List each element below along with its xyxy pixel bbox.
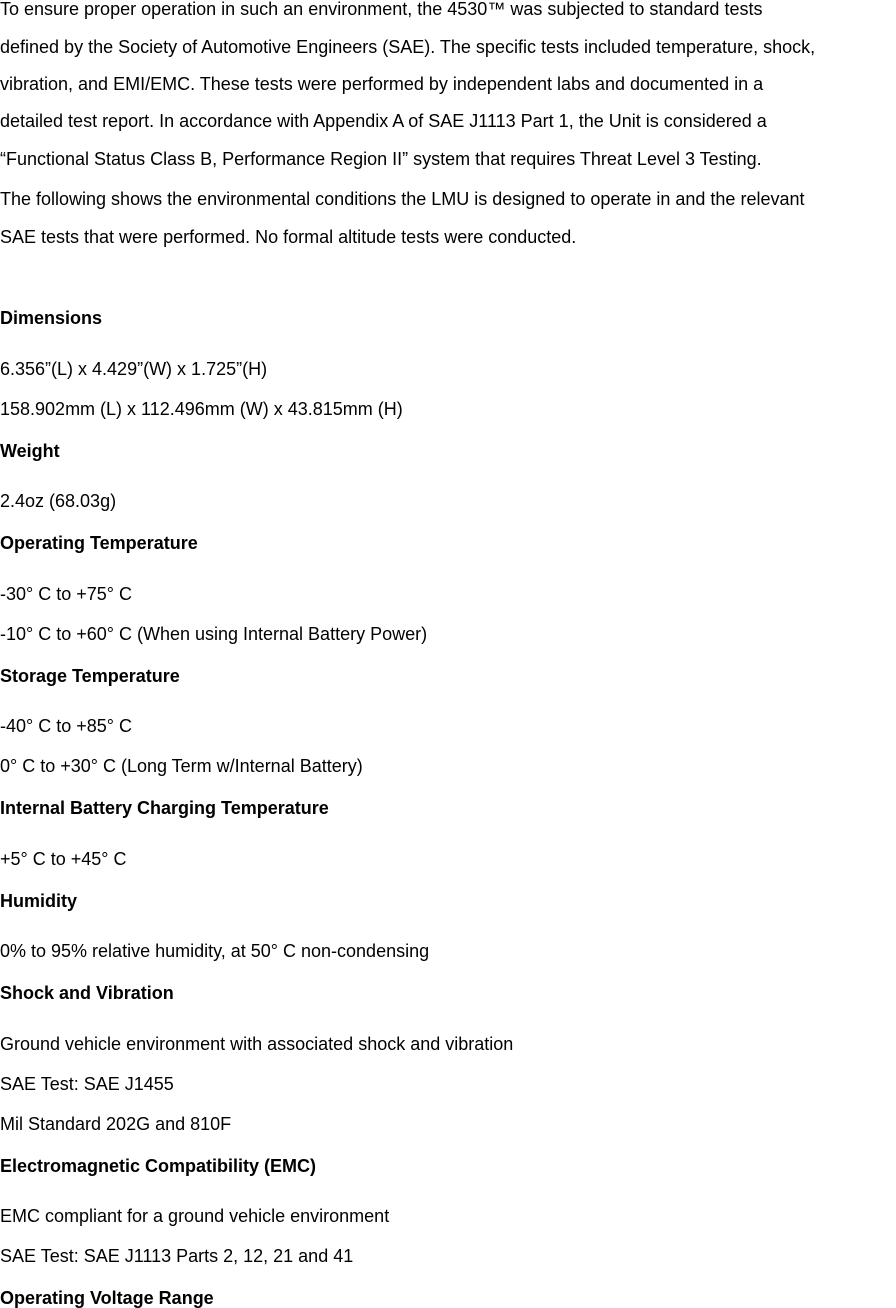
section-heading-weight: Weight [0,441,60,461]
section-line: SAE Test: SAE J1455 [0,1074,174,1094]
section-line: +5° C to +45° C [0,849,127,869]
section-line: SAE Test: SAE J1113 Parts 2, 12, 21 and 41 [0,1246,354,1266]
section-heading-emc: Electromagnetic Compatibility (EMC) [0,1156,317,1176]
section-heading-humidity: Humidity [0,891,78,911]
intro-line: detailed test report. In accordance with Appendix A of SAE J1113 Part 1, the Unit is considered a [0,111,767,131]
section-line: EMC compliant for a ground vehicle environment [0,1206,390,1226]
intro-line: “Functional Status Class B, Performance Region II” system that requires Threat Level 3 Testing. [0,149,762,169]
section-line: 158.902mm (L) x 112.496mm (W) x 43.815mm (H) [0,399,403,419]
section-line: 0° C to +30° C (Long Term w/Internal Battery) [0,756,363,776]
section-line: 2.4oz (68.03g) [0,491,117,511]
section-line: Mil Standard 202G and 810F [0,1114,232,1134]
section-heading-operating-temperature: Operating Temperature [0,533,198,553]
section-line: 6.356”(L) x 4.429”(W) x 1.725”(H) [0,359,268,379]
section-heading-operating-voltage: Operating Voltage Range [0,1288,214,1308]
intro-line: SAE tests that were performed. No formal altitude tests were conducted. [0,227,577,247]
section-line: -10° C to +60° C (When using Internal Battery Power) [0,624,428,644]
section-line: -30° C to +75° C [0,584,132,604]
section-line: -40° C to +85° C [0,716,132,736]
intro-line: defined by the Society of Automotive Engineers (SAE). The specific tests included temperature, shock, [0,37,816,57]
intro-line: The following shows the environmental conditions the LMU is designed to operate in and the relevant [0,189,805,209]
section-line: 0% to 95% relative humidity, at 50° C non-condensing [0,941,430,961]
section-heading-shock-vibration: Shock and Vibration [0,983,174,1003]
section-heading-storage-temperature: Storage Temperature [0,666,180,686]
section-line: Ground vehicle environment with associated shock and vibration [0,1034,514,1054]
intro-line: vibration, and EMI/EMC. These tests were performed by independent labs and documented in a [0,74,764,94]
intro-line: To ensure proper operation in such an environment, the 4530™ was subjected to standard tests [0,0,763,19]
section-heading-battery-charging-temperature: Internal Battery Charging Temperature [0,798,329,818]
section-heading-dimensions: Dimensions [0,308,103,328]
